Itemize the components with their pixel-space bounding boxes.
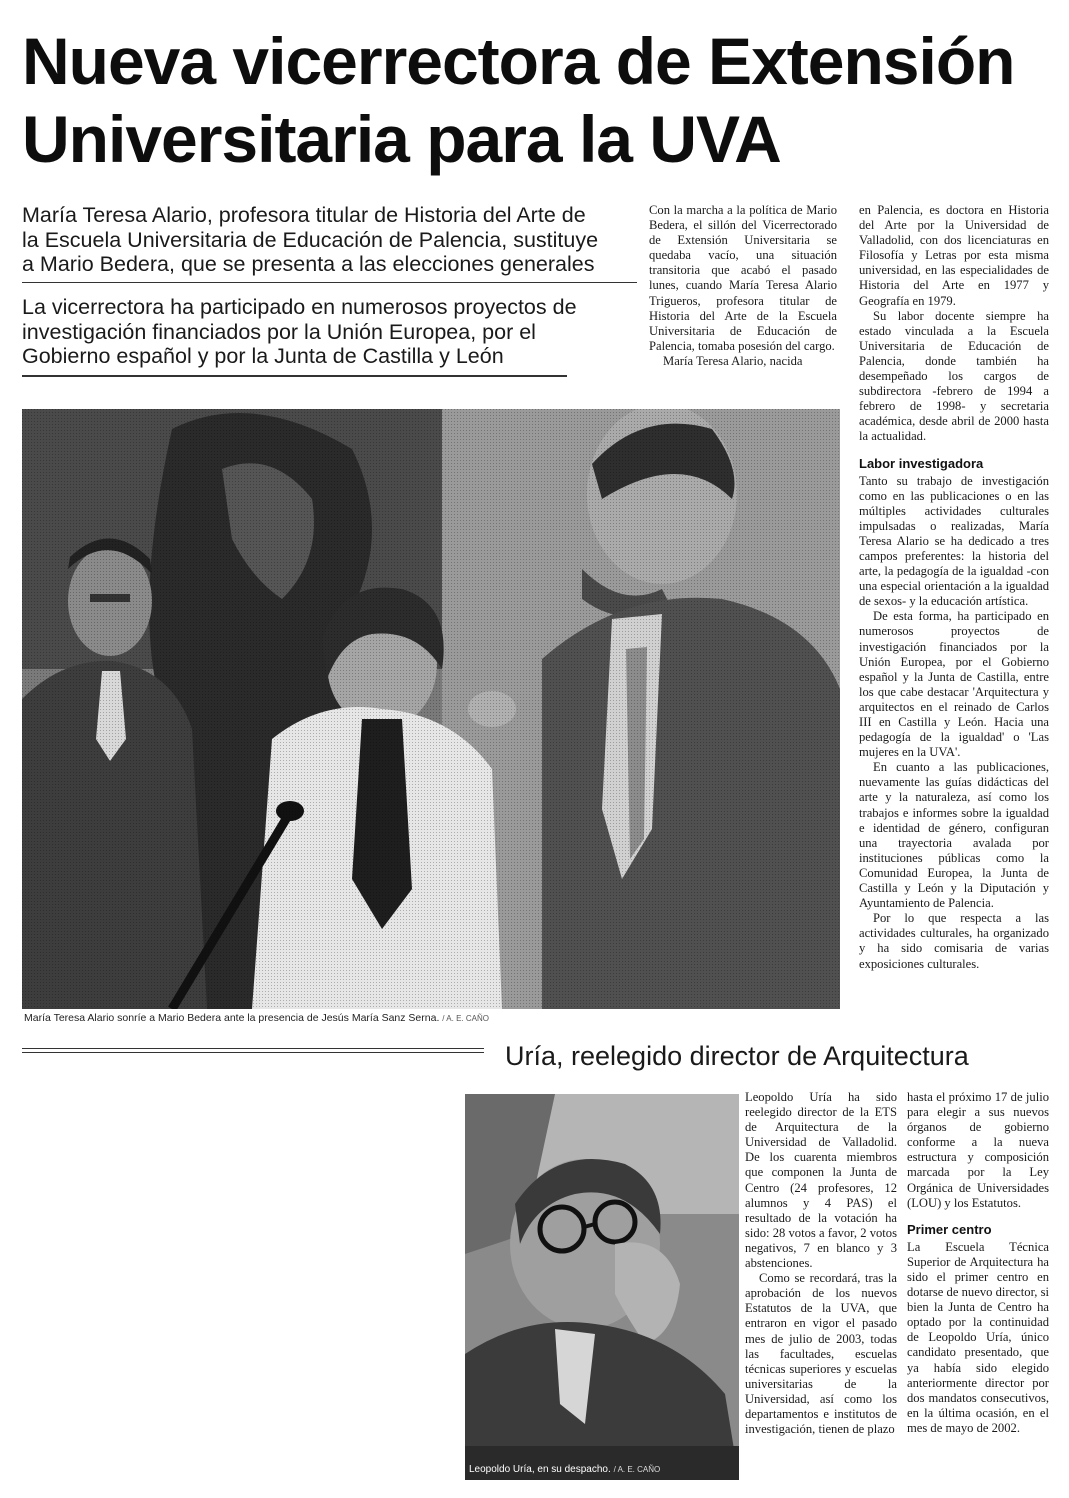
headline-line-2: Universitaria para la UVA <box>22 102 781 176</box>
caption-text: Leopoldo Uría, en su despacho. <box>469 1464 611 1475</box>
section-subhead: Primer centro <box>907 1221 992 1237</box>
paragraph: Leopoldo Uría ha sido reelegido director de la ETS de Arquitectura de la Universidad de Valladolid. De los cuarenta miembros que componen la Junta de Centro (24 profesores, 12 alumnos y 4 PAS) el resultado de la votación ha sido: 28 votos a favor, 2 votos negativos, 7 en blanco y 3 abstenciones. <box>745 1090 897 1271</box>
article-column-1 <box>649 203 837 369</box>
article-headline <box>22 22 1022 178</box>
paragraph: Con la marcha a la política de Mario Bedera, el sillón del Vicerrectorado de Extensión Universitaria se quedaba vacío, una situación transitoria que acabó el pasado lunes, cuando María Teresa Alario Trigueros, profesora titular de Historia del Arte de la Escuela Universitaria de Educación de Palencia, tomaba posesión del cargo. <box>649 203 837 353</box>
section-subhead: Labor investigadora <box>859 455 984 471</box>
paragraph: Su labor docente siempre ha estado vinculada a la Escuela Universitaria de Educación de Palencia, donde también ha desempeñado los cargos de subdirectora -febrero de 1994 a febrero de 1998- y secretaria académica, desde abril de 2000 hasta la actualidad. <box>859 308 1049 444</box>
photo-credit: / A. E. CAÑO <box>442 1014 489 1023</box>
deck-divider <box>22 282 637 283</box>
photo-caption-main <box>24 1012 844 1025</box>
headline-line-1: Nueva vicerrectora de Extensión <box>22 24 1015 98</box>
paragraph: Tanto su trabajo de investigación como en las publicaciones o en las múltiples actividades culturales impulsadas o realizadas, María Teresa Alario se ha dedicado a tres campos preferentes: la historia del arte, la pedagogía de la igualdad -con una especial orientación a la igualdad de sexos- y la educación artística. <box>859 473 1049 609</box>
photo-illustration-secondary <box>465 1094 739 1480</box>
news-photo-main <box>22 409 840 1009</box>
article-divider <box>22 1048 484 1049</box>
paragraph: en Palencia, es doctora en Historia del Arte por la Universidad de Valladolid, con dos licenciaturas en Filosofía y Letras por esta misma universidad, en las especialidades de Historia del Arte en 1977 y Geografía en 1979. <box>859 203 1049 308</box>
deck-highlight <box>22 295 662 369</box>
deck-line: la Escuela Universitaria de Educación de Palencia, sustituye <box>22 227 599 252</box>
paragraph: En cuanto a las publicaciones, nuevamente las guías didácticas del arte y la naturaleza, así como los trabajos e informes sobre la igualdad e identidad de género, configuran una trayectoria avalada por instituciones públicas como la Comunidad Europea, la Junta de Castilla y León y la Diputación y Ayuntamiento de Palencia. <box>859 760 1049 911</box>
photo-illustration <box>22 409 840 1009</box>
paragraph: hasta el próximo 17 de julio para elegir a sus nuevos órganos de gobierno conforme a la nueva estructura y composición marcada por la Ley Orgánica de Universidades (LOU) y los Estatutos. <box>907 1090 1049 1210</box>
caption-text: María Teresa Alario sonríe a Mario Bedera ante la presencia de Jesús María Sanz Serna. <box>24 1012 440 1024</box>
article-2-column-2 <box>907 1090 1049 1436</box>
deck-line: La vicerrectora ha participado en numerosos proyectos de <box>22 295 577 319</box>
paragraph: María Teresa Alario, nacida <box>663 353 803 368</box>
deck-line: Gobierno español y por la Junta de Castilla y León <box>22 344 504 368</box>
paragraph: De esta forma, ha participado en numerosos proyectos de investigación financiados por la Unión Europea, por el Gobierno español y la Junta de Castilla, entre los que cabe destacar 'Arquitectura y arquitectos en el reinado de Carlos III en Castilla y León. Hacia una pedagogía de la igualdad' o 'Las mujeres en la UVA'. <box>859 609 1049 760</box>
article-column-2 <box>859 203 1049 972</box>
deck-line: investigación financiados por la Unión Europea, por el <box>22 319 536 344</box>
deck-underline <box>22 375 567 377</box>
article-2-column-1 <box>745 1090 897 1437</box>
paragraph: Como se recordará, tras la aprobación de los nuevos Estatutos de la UVA, que entraron en vigor el pasado mes de julio de 2003, todas las facultades, escuelas técnicas superiores y escuelas universitarias de la Universidad, así como los departamentos e institutos de investigación, tienen de plazo <box>745 1271 897 1437</box>
photo-credit: / A. E. CAÑO <box>613 1465 661 1474</box>
paragraph: La Escuela Técnica Superior de Arquitectura ha sido el primer centro en dotarse de nuevo director, si bien la Junta de Centro ha optado por la continuidad de Leopoldo Uría, único candidato presentado, que ya había sido elegido anteriormente director por dos mandatos consecutivos, en la última ocasión, en el mes de mayo de 2002. <box>907 1239 1049 1435</box>
photo-caption-secondary <box>469 1463 660 1476</box>
deck-line: a Mario Bedera, que se presenta a las elecciones generales <box>22 252 595 276</box>
news-photo-secondary <box>465 1094 739 1480</box>
article-divider <box>22 1052 484 1053</box>
deck-line: María Teresa Alario, profesora titular de Historia del Arte de <box>22 203 586 227</box>
article-2-headline: Uría, reelegido director de Arquitectura <box>505 1041 969 1071</box>
paragraph: Por lo que respecta a las actividades culturales, ha organizado y ha sido comisaria de varias exposiciones culturales. <box>859 911 1049 971</box>
deck-summary <box>22 203 662 277</box>
